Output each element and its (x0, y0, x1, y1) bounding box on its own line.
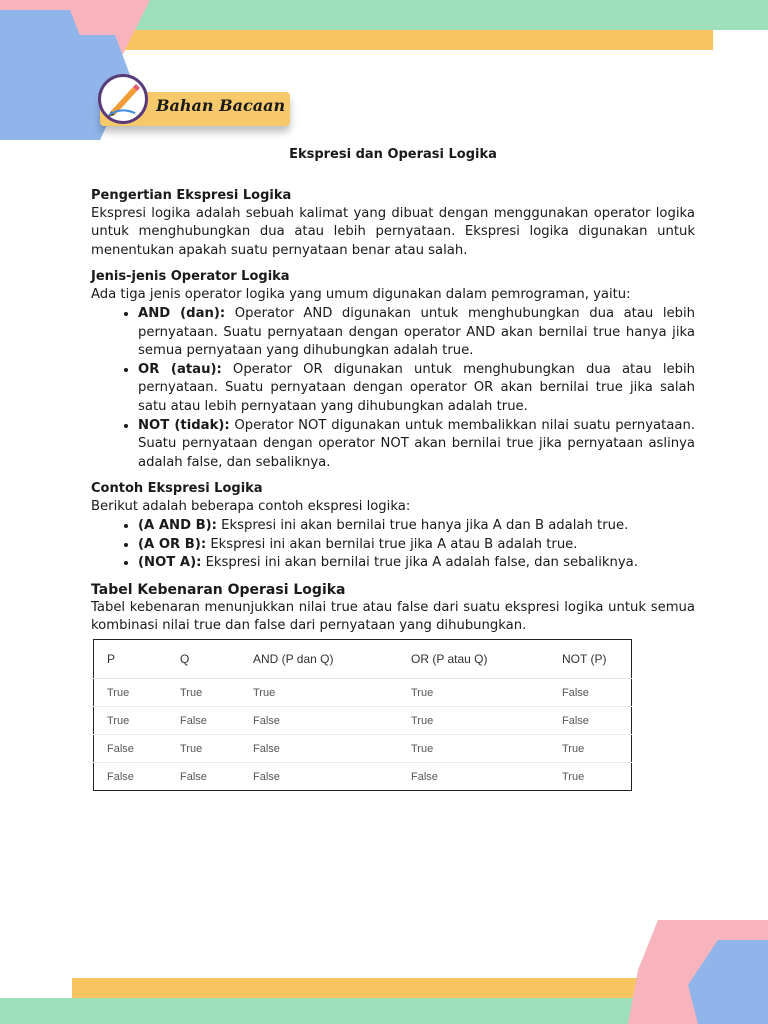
section-heading: Contoh Ekspresi Logika (91, 481, 263, 497)
example-list (91, 517, 695, 573)
list-item (138, 554, 695, 573)
table-cell: False (411, 770, 438, 783)
bottom-right-hexagons (608, 900, 768, 1024)
table-cell: True (398, 679, 549, 707)
table-header-cell: AND (P dan Q) (240, 640, 398, 679)
table-cell: True (167, 679, 240, 707)
section-operators (91, 268, 695, 472)
table-cell: True (240, 679, 398, 707)
table-cell: True (94, 679, 168, 707)
list-item (138, 517, 695, 536)
list-item-term: (A AND B): (138, 517, 217, 533)
table-cell: True (94, 707, 168, 735)
table-header-cell: OR (P atau Q) (398, 640, 549, 679)
table-row (94, 763, 632, 791)
table-cell: True (549, 735, 632, 763)
table-cell: True (167, 735, 240, 763)
section-heading: Jenis-jenis Operator Logika (91, 269, 290, 285)
list-item (138, 417, 695, 473)
page-title: Ekspresi dan Operasi Logika (289, 147, 497, 162)
list-item-text: Operator AND digunakan untuk menghubungkan dua atau lebih pernyataan. Suatu pernyataan dengan operator AND akan bernilai true hanya jika semua pernyataan yang dihubungkan adalah true. (138, 305, 695, 359)
table-cell: True (398, 735, 549, 763)
list-item-text: Ekspresi ini akan bernilai true jika A atau B adalah true. (206, 536, 578, 552)
list-item-text: Operator OR digunakan untuk menghubungkan dua atau lebih pernyataan. Suatu pernyataan dengan operator OR akan bernilai true jika salah satu atau lebih pernyataan yang dihubungkan adalah true. (138, 361, 695, 414)
table-cell: False (240, 707, 398, 735)
section-paragraph: Berikut adalah beberapa contoh ekspresi logika: (91, 499, 411, 515)
list-item-term: NOT (tidak): (138, 417, 230, 433)
table-cell: False (107, 770, 134, 783)
section-heading: Tabel Kebenaran Operasi Logika (91, 581, 346, 598)
table-cell: False (549, 679, 632, 707)
table-cell: True (398, 707, 549, 735)
table-row (94, 735, 632, 763)
top-orange-band (115, 30, 713, 50)
list-item-term: (NOT A): (138, 555, 202, 571)
table-header-row (94, 640, 632, 679)
section-definition (91, 187, 695, 261)
list-item-term: (A OR B): (138, 536, 207, 552)
table-cell: False (180, 770, 207, 783)
list-item-term: AND (dan): (138, 305, 226, 321)
table-header-cell: P (94, 640, 168, 679)
list-item-text: Ekspresi ini akan bernilai true jika A adalah false, dan sebaliknya. (201, 555, 638, 571)
list-item-text: Ekspresi ini akan bernilai true hanya jika A dan B adalah true. (216, 517, 629, 533)
table-row (94, 707, 632, 735)
truth-table (93, 639, 632, 791)
table-cell: False (240, 735, 398, 763)
document-body (91, 142, 695, 644)
section-heading: Pengertian Ekspresi Logika (91, 187, 292, 203)
top-mint-band (130, 0, 768, 30)
operator-list (91, 305, 695, 472)
badge-label: Bahan Bacaan (156, 96, 286, 115)
section-paragraph: Tabel kebenaran menunjukkan nilai true atau false dari suatu ekspresi logika untuk semua kombinasi nilai true dan false dari pernyataan yang dihubungkan. (91, 599, 695, 634)
table-cell: False (253, 770, 280, 783)
section-truth-table (91, 581, 695, 636)
table-row (94, 679, 632, 707)
list-item (138, 305, 695, 361)
pencil-emblem (98, 74, 148, 124)
section-paragraph: Ada tiga jenis operator logika yang umum digunakan dalam pemrograman, yaitu: (91, 287, 631, 303)
table-cell: True (562, 770, 585, 783)
table-header-cell: Q (167, 640, 240, 679)
list-item (138, 536, 695, 555)
section-examples (91, 480, 695, 572)
list-item-text: Operator NOT digunakan untuk membalikkan nilai suatu pernyataan. Suatu pernyataan dengan operator NOT akan bernilai true jika pernyataan aslinya adalah false, dan sebaliknya. (138, 417, 695, 470)
table-cell: False (167, 707, 240, 735)
table-cell: False (94, 735, 168, 763)
table-header-cell: NOT (P) (549, 640, 632, 679)
section-paragraph: Ekspresi logika adalah sebuah kalimat yang dibuat dengan menggunakan operator logika untuk menghubungkan dua atau lebih pernyataan. Ekspresi logika digunakan untuk menentukan apakah suatu pernyataan benar atau salah. (91, 205, 695, 258)
list-item (138, 361, 695, 417)
pencil-icon (101, 77, 145, 121)
list-item-term: OR (atau): (138, 361, 222, 377)
bottom-mint-band (0, 998, 700, 1024)
table-cell: False (549, 707, 632, 735)
